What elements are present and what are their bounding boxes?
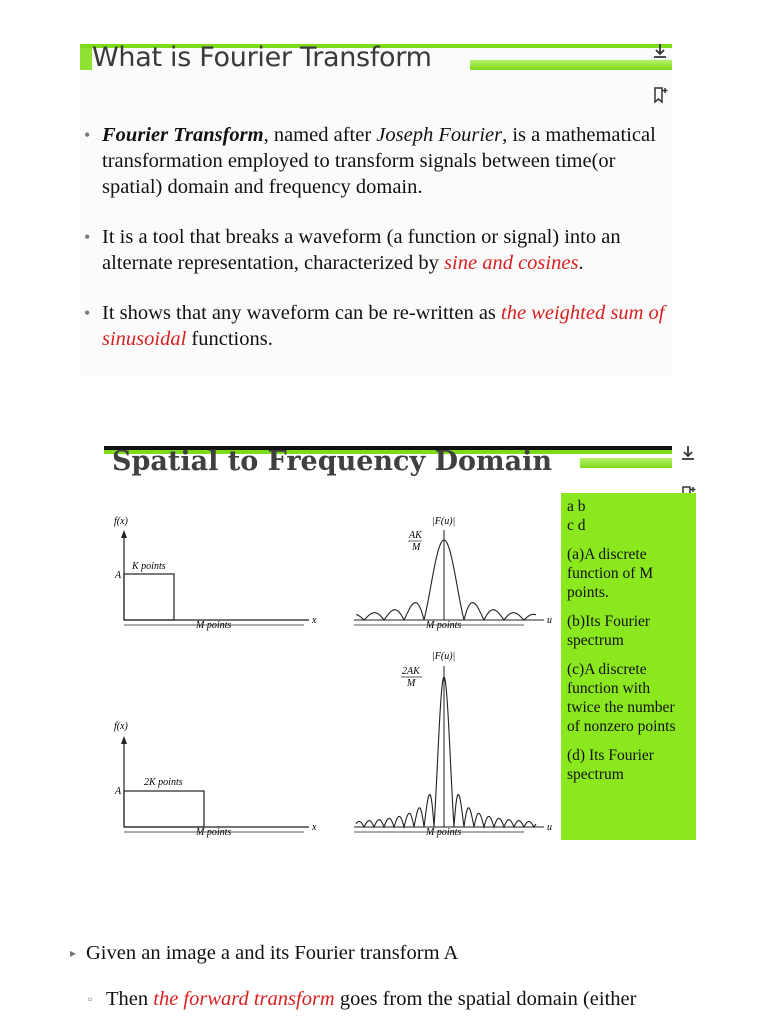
caption-line: (b)Its Fourier xyxy=(567,613,651,630)
spectrum-b xyxy=(356,540,536,620)
caption-line: points. xyxy=(567,584,609,601)
svg-text:|F(u)|: |F(u)| xyxy=(432,651,456,662)
svg-text:|F(u)|: |F(u)| xyxy=(432,516,456,527)
svg-text:M points: M points xyxy=(426,620,462,631)
svg-text:M points: M points xyxy=(196,827,232,838)
caption-line xyxy=(561,650,696,660)
svg-text:2K points: 2K points xyxy=(144,777,183,788)
svg-text:M: M xyxy=(412,542,421,553)
caption-line xyxy=(561,602,696,612)
svg-text:u: u xyxy=(547,822,552,833)
panel-c xyxy=(114,721,317,838)
caption-line: a b xyxy=(567,498,586,515)
caption-line: spectrum xyxy=(567,766,624,783)
title-accent-bar-left xyxy=(80,48,92,70)
download-button[interactable] xyxy=(649,42,671,64)
slide-bullets xyxy=(84,122,674,376)
svg-text:x: x xyxy=(312,822,317,833)
svg-text:K points: K points xyxy=(132,561,166,572)
figure-caption xyxy=(561,493,696,840)
svg-text:A: A xyxy=(115,786,122,797)
panel-b xyxy=(354,516,552,631)
svg-text:A: A xyxy=(115,570,122,581)
slide-title: Spatial to Frequency Domain xyxy=(112,446,552,477)
caption-line: (c)A discrete xyxy=(567,661,647,678)
fourier-figure xyxy=(104,500,559,845)
title-accent-bar-right xyxy=(580,458,672,468)
caption-line: (a)A discrete xyxy=(567,546,647,563)
download-icon xyxy=(651,42,669,60)
svg-text:M: M xyxy=(407,678,416,689)
svg-text:x: x xyxy=(312,615,317,626)
caption-line xyxy=(561,535,696,545)
svg-text:2AK: 2AK xyxy=(402,666,420,677)
svg-text:u: u xyxy=(547,615,552,626)
caption-line: (d) Its Fourier xyxy=(567,747,654,764)
bullet-given-image: ▸ Given an image a and its Fourier transform A xyxy=(70,942,459,964)
title-accent-bar-right xyxy=(470,60,672,70)
panel-d xyxy=(354,651,552,838)
caption-line: twice the number xyxy=(567,699,675,716)
slide-title: What is Fourier Transform xyxy=(92,42,432,73)
caption-line: spectrum xyxy=(567,632,624,649)
svg-text:AK: AK xyxy=(409,530,422,541)
spectrum-d xyxy=(356,677,536,827)
download-icon xyxy=(679,444,697,462)
caption-line: of nonzero points xyxy=(567,718,676,735)
bullet-waveform: • It shows that any waveform can be re-written as the weighted sum of sinusoidal functions. xyxy=(84,300,674,352)
bullet-forward-transform: ▫ Then the forward transform goes from the spatial domain (either xyxy=(88,988,637,1010)
ylabel-a: f(x) xyxy=(114,516,128,527)
slide-bullets-bottom xyxy=(70,940,680,1012)
svg-text:M points: M points xyxy=(426,827,462,838)
caption-line: function with xyxy=(567,680,651,697)
bookmark-icon xyxy=(651,86,669,104)
caption-line: c d xyxy=(567,517,586,534)
caption-line xyxy=(561,736,696,746)
bullet-definition: • Fourier Transform, named after Joseph Fourier, is a mathematical transformation employed to transform signals between time(or spatial) domain and frequency domain. xyxy=(84,122,674,200)
svg-text:f(x): f(x) xyxy=(114,721,128,732)
caption-line: function of M xyxy=(567,565,654,582)
download-button[interactable] xyxy=(677,444,699,466)
bookmark-button[interactable] xyxy=(649,86,671,108)
svg-text:M points: M points xyxy=(196,620,232,631)
panel-a xyxy=(114,516,317,631)
bullet-tool: • It is a tool that breaks a waveform (a function or signal) into an alternate representation, characterized by sine and cosines. xyxy=(84,224,674,276)
